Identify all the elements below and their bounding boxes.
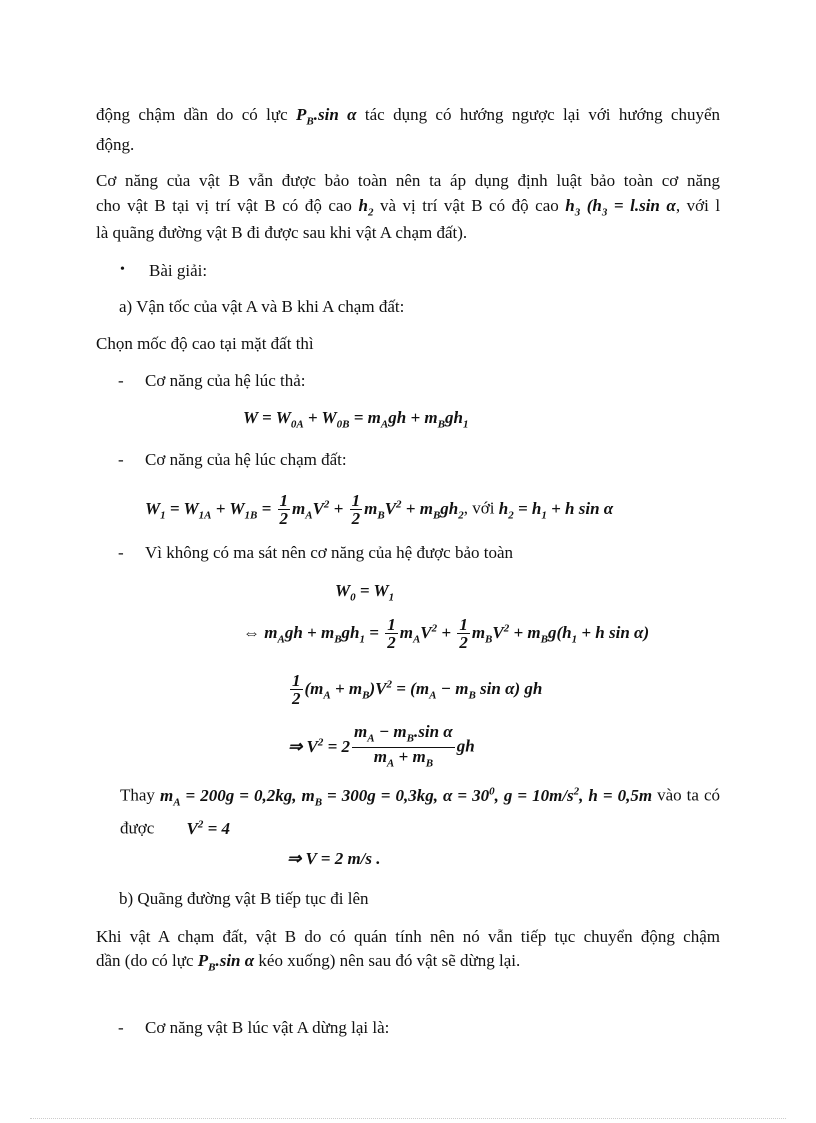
formula-h2: $h_2$ bbox=[358, 196, 374, 219]
paragraph-line bbox=[96, 950, 520, 978]
paragraph-line: động. bbox=[96, 135, 135, 154]
text: , với bbox=[463, 498, 495, 518]
equation-half: $\frac{1}{2}$ $(m_A + m_B)V^2 = (m_A - m_B$ sin α) gh bbox=[292, 671, 543, 709]
result-V: ⇒ V = 2 m/s . bbox=[287, 849, 381, 868]
text: Cơ năng của hệ lúc thả: bbox=[145, 371, 306, 390]
paragraph-line bbox=[96, 196, 720, 218]
bullet: • bbox=[120, 262, 125, 277]
text: Thay bbox=[120, 785, 155, 805]
paragraph-line: Chọn mốc độ cao tại mặt đất thì bbox=[96, 334, 314, 353]
text: kéo xuống) nên sau đó vật sẽ dừng lại. bbox=[258, 951, 521, 970]
dash: - bbox=[118, 450, 124, 469]
paragraph-line: Cơ năng của vật B vẫn được bảo toàn nên ta áp dụng định luật bảo toàn cơ năng bbox=[96, 171, 720, 190]
formula-h3: $h_3$ ($h_3 = l.\sin$ α bbox=[565, 196, 676, 219]
equation-energy: ⇔ $m_Agh + m_Bgh_1$ = $\frac{1}{2}$ $m_AV^2$ + $\frac{1}{2}$ $m_BV^2 + m_Bg(h_1 + h$ sin α) bbox=[243, 615, 650, 653]
text: , với l bbox=[675, 196, 721, 215]
text: vào ta có bbox=[657, 785, 720, 805]
paragraph-line: là quãng đường vật B đi được sau khi vật A chạm đất). bbox=[96, 223, 468, 242]
text: Cơ năng vật B lúc vật A dừng lại là: bbox=[145, 1018, 390, 1037]
text: tác dụng có hướng ngược lại với hướng chuyển bbox=[364, 105, 721, 124]
equation-W0-W1: $W_0 = W_1$ bbox=[335, 581, 395, 604]
dash: - bbox=[118, 1018, 124, 1037]
paragraph-line: Khi vật A chạm đất, vật B do có quán tính nên nó vẫn tiếp tục chuyển động chậm bbox=[96, 927, 720, 946]
force-formula: $P_B.\sin$ α bbox=[197, 951, 255, 974]
page-bottom-divider bbox=[30, 1118, 786, 1119]
equation-W1: $W_1 = W_{1A} + W_{1B}$ = $\frac{1}{2}$ $m_AV^2$ + $\frac{1}{2}$ $m_BV^2 + m_Bgh_2$, với $h_2 = h_1 + h$ sin α bbox=[145, 491, 614, 529]
text: động chậm dần do có lực bbox=[96, 105, 288, 124]
dash: - bbox=[118, 371, 124, 390]
heading-b: b) Quãng đường vật B tiếp tục đi lên bbox=[119, 889, 369, 908]
heading-a: a) Vận tốc của vật A và B khi A chạm đất: bbox=[119, 297, 405, 316]
text: và vị trí vật B có độ cao bbox=[379, 196, 559, 215]
heading-bai-giai: Bài giải: bbox=[149, 261, 208, 280]
text: cho vật B tại vị trí vật B có độ cao bbox=[96, 196, 352, 215]
text: dần (do có lực bbox=[96, 951, 194, 970]
equation-V2: ⇒ $V^2 = 2$ $\frac{m_A - m_B.\sin \alpha}{m_A + m_B}$ gh bbox=[288, 721, 475, 770]
paragraph-line bbox=[120, 813, 230, 840]
values-formula: $m_A = 200g = 0,2kg$, $m_B = 300g = 0,3kg$, $\alpha = 30^0$, $g = 10m/s^2$, h = 0,5m bbox=[159, 785, 653, 809]
paragraph-line bbox=[120, 785, 720, 808]
equation-W: $W = W_{0A} + W_{0B} = m_Agh + m_Bgh_1$ bbox=[243, 408, 469, 431]
dash: - bbox=[118, 543, 124, 562]
paragraph-line bbox=[96, 105, 720, 127]
text: Cơ năng của hệ lúc chạm đất: bbox=[145, 450, 347, 469]
result-V2: $V^2 = 4$ bbox=[186, 818, 231, 838]
force-formula: $P_B.\sin$ α bbox=[296, 105, 357, 128]
text: Vì không có ma sát nên cơ năng của hệ được bảo toàn bbox=[145, 543, 514, 562]
text: được bbox=[120, 818, 155, 838]
